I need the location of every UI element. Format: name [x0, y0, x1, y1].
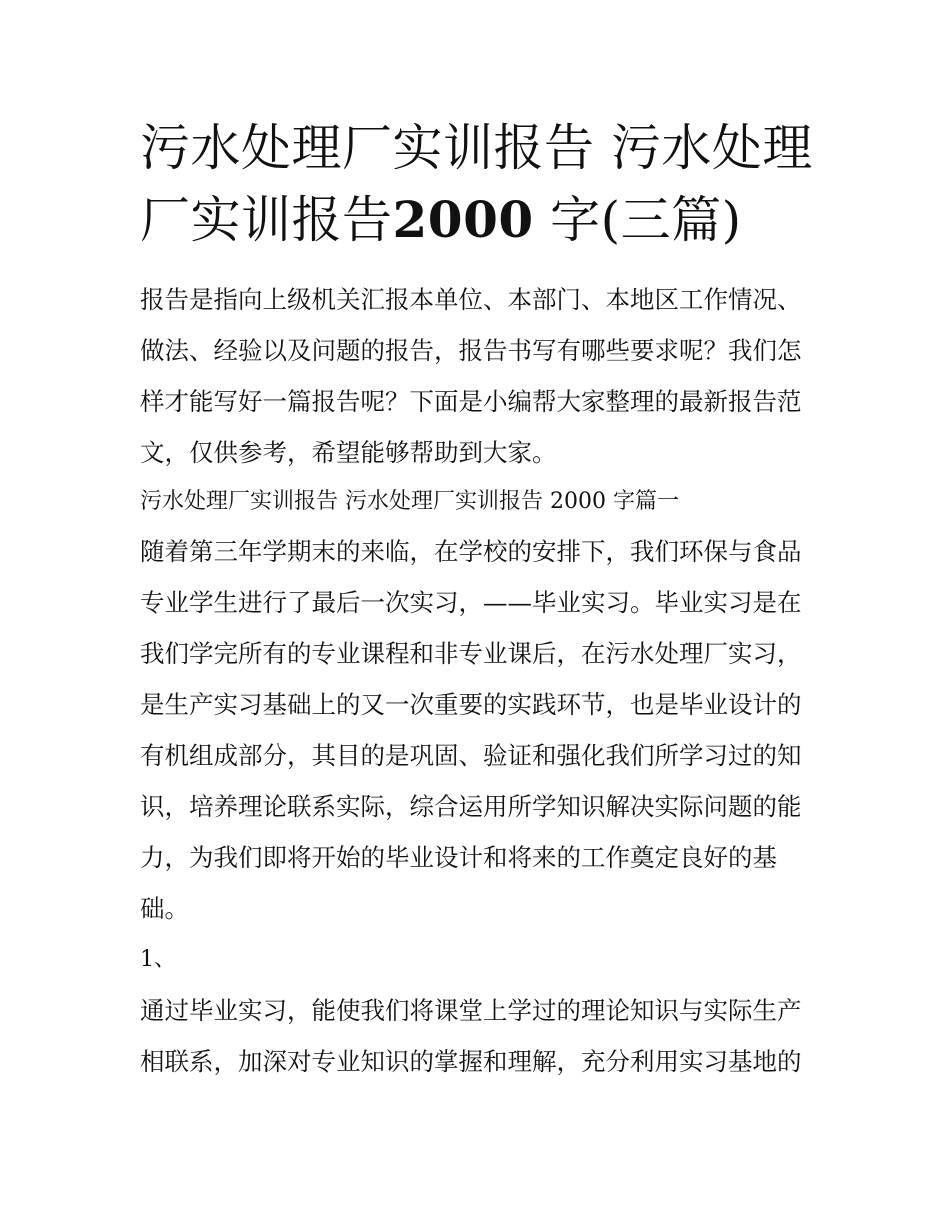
- title-text-part1: 污水处理厂实训报告 污水处理厂实训报告: [140, 119, 813, 249]
- list-number: 1、: [140, 947, 176, 972]
- document-title: [140, 112, 820, 256]
- section-heading: 污水处理厂实训报告 污水处理厂实训报告 2000 字篇一: [140, 489, 679, 514]
- title-text-part2: 字(三篇): [550, 191, 742, 249]
- body-paragraph-2: 通过毕业实习，能使我们将课堂上学过的理论知识与实际生产相联系，加深对专业知识的掌握和理解，充分利用实习基地的: [140, 996, 802, 1076]
- intro-paragraph: 报告是指向上级机关汇报本单位、本部门、本地区工作情况、做法、经验以及问题的报告，报告书写有哪些要求呢？我们怎样才能写好一篇报告呢？下面是小编帮大家整理的最新报告范文，仅供参考，希望能够帮助到大家。: [140, 285, 802, 467]
- document-content: [140, 112, 820, 1087]
- title-number: 2000: [392, 190, 534, 249]
- body-paragraph-1: 随着第三年学期末的来临，在学校的安排下，我们环保与食品专业学生进行了最后一次实习，——毕业实习。毕业实习是在我们学完所有的专业课程和非专业课后，在污水处理厂实习，是生产实习基础上的又一次重要的实践环节，也是毕业设计的有机组成部分，其目的是巩固、验证和强化我们所学习过的知识，培养理论联系实际，综合运用所学知识解决实际问题的能力，为我们即将开始的毕业设计和将来的工作奠定良好的基础。: [140, 537, 802, 923]
